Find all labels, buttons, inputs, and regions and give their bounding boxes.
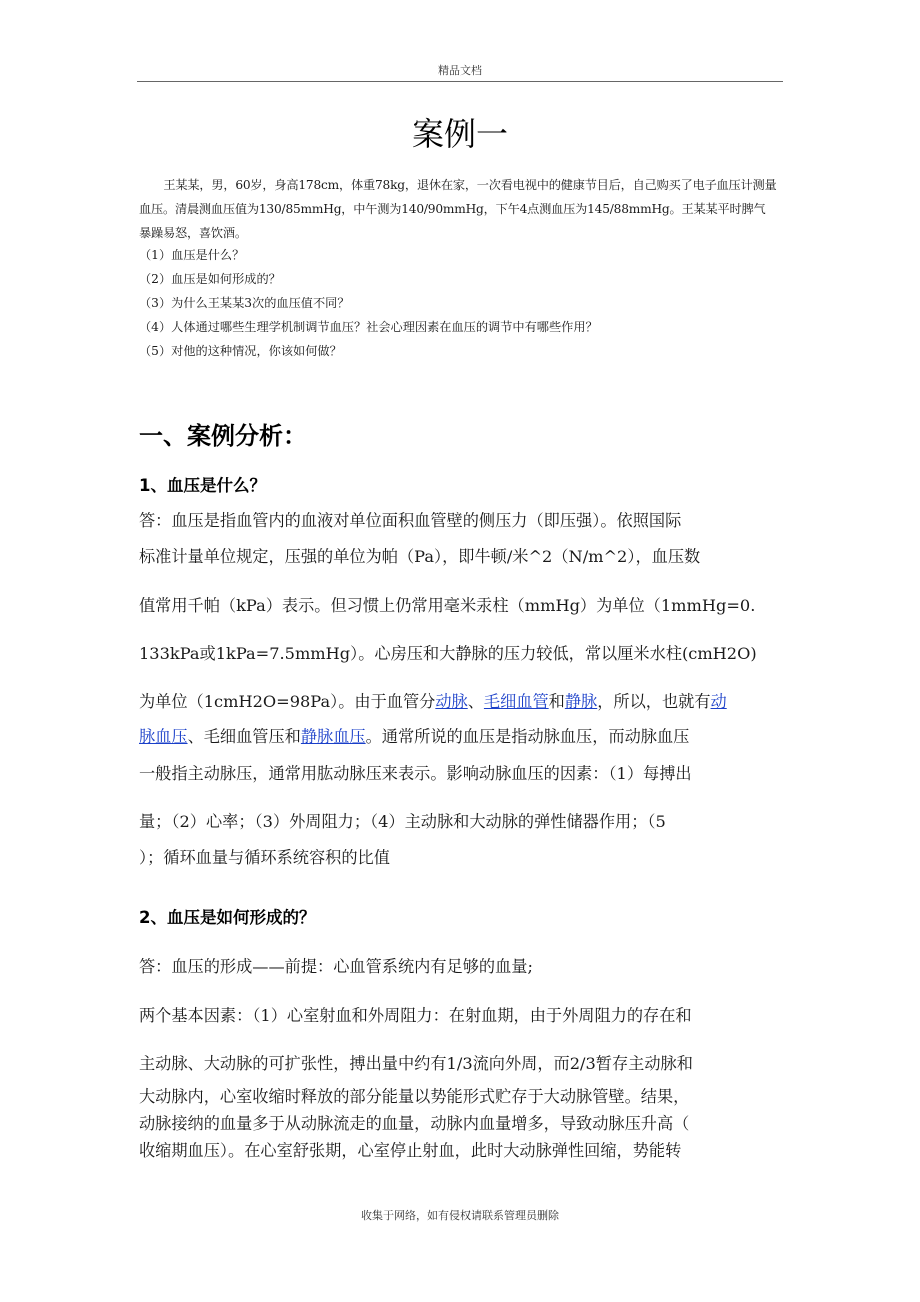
q1-answer-line: 133kPa或1kPa=7.5mmHg）。心房压和大静脉的压力较低，常以厘米水柱(cmH2O) bbox=[139, 644, 757, 663]
question-item: （2）血压是如何形成的？ bbox=[139, 272, 281, 286]
q1-answer-line: 量；（2）心率；（3）外周阻力；（4）主动脉和大动脉的弹性储器作用；（5 bbox=[139, 812, 666, 831]
question-item: （5）对他的这种情况，你该如何做？ bbox=[139, 344, 342, 358]
question-item: （3）为什么王某某3次的血压值不同？ bbox=[139, 296, 350, 310]
q1-answer-line bbox=[139, 725, 784, 749]
section-heading: 一、案例分析： bbox=[139, 422, 307, 450]
text-segment: 为单位（1cmH2O=98Pa）。由于血管分 bbox=[139, 692, 436, 711]
q2-answer-line: 主动脉、大动脉的可扩张性，搏出量中约有1/3流向外周，而2/3暂存主动脉和 bbox=[139, 1054, 693, 1073]
question-item: （4）人体通过哪些生理学机制调节血压？社会心理因素在血压的调节中有哪些作用？ bbox=[139, 320, 598, 334]
text-segment: 和 bbox=[548, 692, 565, 711]
link-artery[interactable]: 动脉 bbox=[435, 692, 468, 711]
q2-answer-line: 大动脉内，心室收缩时释放的部分能量以势能形式贮存于大动脉管壁。结果， bbox=[139, 1087, 690, 1106]
q2-answer-line: 答：血压的形成——前提：心血管系统内有足够的血量; bbox=[139, 957, 533, 976]
link-capillary[interactable]: 毛细血管 bbox=[483, 692, 549, 711]
text-segment: ，所以，也就有 bbox=[597, 692, 711, 711]
page-header: 精品文档 bbox=[438, 64, 482, 77]
q1-heading: 1、血压是什么？ bbox=[139, 476, 266, 495]
link-vein[interactable]: 静脉 bbox=[564, 692, 598, 711]
q1-answer-line: 一般指主动脉压，通常用肱动脉压来表示。影响动脉血压的因素：（1）每搏出 bbox=[139, 764, 692, 783]
q2-heading: 2、血压是如何形成的？ bbox=[139, 908, 316, 927]
header-divider bbox=[137, 81, 783, 82]
page-footer: 收集于网络，如有侵权请联系管理员删除 bbox=[361, 1209, 559, 1222]
case-intro: 王某某，男，60岁，身高178cm，体重78kg，退休在家，一次看电视中的健康节目后，自己购买了电子血压计测量血压。清晨测血压值为130/85mmHg，中午测为140/90mmHg，下午4点测血压为145/88mmHg。王某某平时脾气暴躁易怒，喜饮酒。 bbox=[139, 178, 777, 240]
q1-answer-line: 值常用千帕（kPa）表示。但习惯上仍常用毫米汞柱（mmHg）为单位（1mmHg=0. bbox=[139, 596, 756, 615]
text-segment: 、毛细血管压和 bbox=[187, 727, 301, 746]
link-arterial-pressure[interactable]: 动 bbox=[710, 692, 727, 711]
q1-answer-line: 答：血压是指血管内的血液对单位面积血管壁的侧压力（即压强）。依照国际 bbox=[139, 511, 682, 530]
text-segment: 。通常所说的血压是指动脉血压，而动脉血压 bbox=[365, 727, 690, 746]
link-venous-pressure[interactable]: 静脉血压 bbox=[300, 727, 366, 746]
text-segment: 、 bbox=[467, 692, 484, 711]
q1-answer-line: 标准计量单位规定，压强的单位为帕（Pa），即牛顿/米^2（N/m^2），血压数 bbox=[139, 547, 701, 566]
q2-answer-line: 动脉接纳的血量多于从动脉流走的血量，动脉内血量增多，导致动脉压升高（ bbox=[139, 1114, 690, 1133]
q2-answer-line: 两个基本因素：（1）心室射血和外周阻力：在射血期，由于外周阻力的存在和 bbox=[139, 1006, 692, 1025]
document-title: 案例一 bbox=[411, 115, 508, 153]
q1-answer-line: ）；循环血量与循环系统容积的比值 bbox=[139, 848, 390, 867]
link-arterial-pressure[interactable]: 脉血压 bbox=[139, 727, 188, 746]
q1-answer-line bbox=[139, 690, 784, 714]
question-item: （1）血压是什么？ bbox=[139, 248, 245, 262]
question-list bbox=[139, 243, 779, 363]
q2-answer-line: 收缩期血压）。在心室舒张期，心室停止射血，此时大动脉弹性回缩，势能转 bbox=[139, 1141, 682, 1160]
